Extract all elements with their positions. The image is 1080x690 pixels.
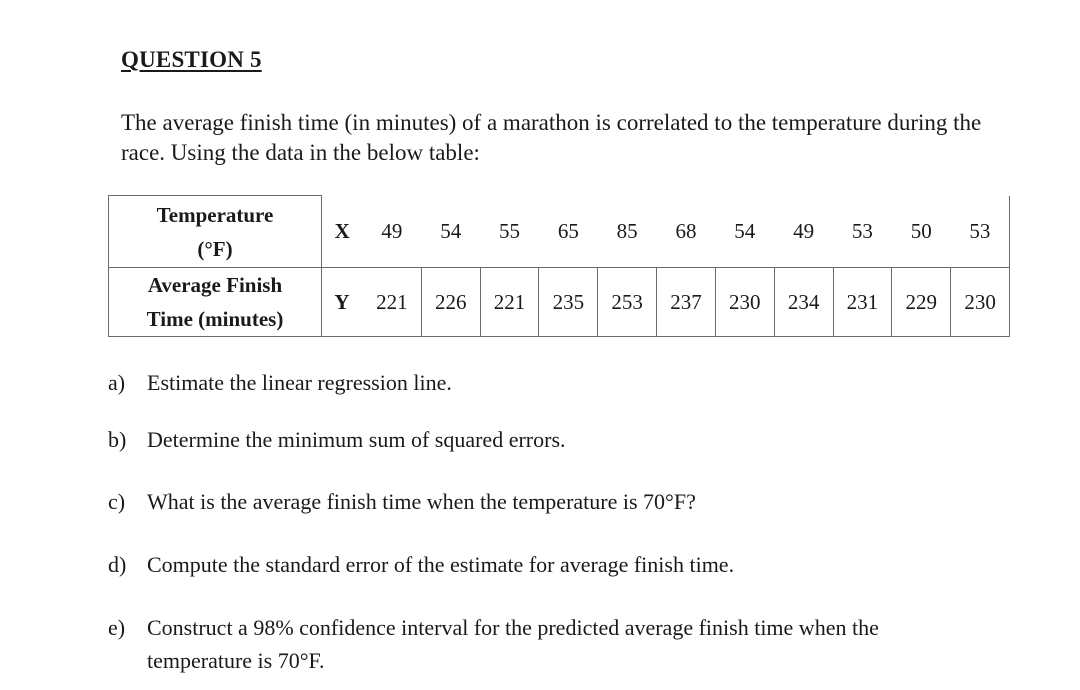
question-item-b <box>108 423 988 456</box>
question-letter: d) <box>108 552 127 577</box>
data-table <box>108 195 1010 337</box>
table-cell: 226 <box>421 268 480 337</box>
table-row-temperature <box>109 196 1010 268</box>
table-cell: 55 <box>480 196 539 268</box>
question-letter: b) <box>108 427 127 452</box>
question-letter: a) <box>108 370 126 395</box>
table-cell: 234 <box>774 268 833 337</box>
table-cell: 231 <box>833 268 892 337</box>
table-cell: 65 <box>539 196 598 268</box>
table-cell: 53 <box>951 196 1010 268</box>
question-item-a <box>108 366 988 399</box>
question-text: What is the average finish time when the temperature is 70°F? <box>147 489 696 514</box>
question-text: Determine the minimum sum of squared errors. <box>147 427 566 452</box>
table-cell: 230 <box>715 268 774 337</box>
table-row-finish-time <box>109 268 1010 337</box>
table-cell: 229 <box>892 268 951 337</box>
table-cell: 85 <box>598 196 657 268</box>
row-label-line: (°F) <box>197 236 233 261</box>
table-cell: 253 <box>598 268 657 337</box>
table-cell: 54 <box>421 196 480 268</box>
table-cell: 53 <box>833 196 892 268</box>
axis-cell-x: X <box>322 196 363 268</box>
axis-cell-y: Y <box>322 268 363 337</box>
question-letter: e) <box>108 615 126 640</box>
table-cell: 237 <box>657 268 716 337</box>
row-label-temperature <box>109 196 322 268</box>
table-cell: 230 <box>951 268 1010 337</box>
question-letter: c) <box>108 489 126 514</box>
intro-paragraph: The average finish time (in minutes) of a marathon is correlated to the temperature during the race. Using the data in the below table: <box>121 110 982 165</box>
question-item-e <box>108 611 988 677</box>
table-cell: 50 <box>892 196 951 268</box>
row-label-finish-time <box>109 268 322 337</box>
question-item-d <box>108 548 988 581</box>
row-label-line: Temperature <box>156 202 274 227</box>
table-cell: 49 <box>774 196 833 268</box>
row-label-line: Average Finish <box>147 273 283 297</box>
question-text: Estimate the linear regression line. <box>147 370 452 395</box>
table-cell: 49 <box>363 196 422 268</box>
row-label-line: Time (minutes) <box>146 307 284 331</box>
question-heading: QUESTION 5 <box>121 47 262 72</box>
question-text: Compute the standard error of the estimate for average finish time. <box>147 552 735 577</box>
table-cell: 221 <box>480 268 539 337</box>
table-cell: 235 <box>539 268 598 337</box>
question-text: Construct a 98% confidence interval for the predicted average finish time when the temperature is 70°F. <box>147 615 879 673</box>
question-item-c <box>108 485 988 518</box>
table-cell: 54 <box>715 196 774 268</box>
table-cell: 68 <box>657 196 716 268</box>
table-cell: 221 <box>363 268 422 337</box>
